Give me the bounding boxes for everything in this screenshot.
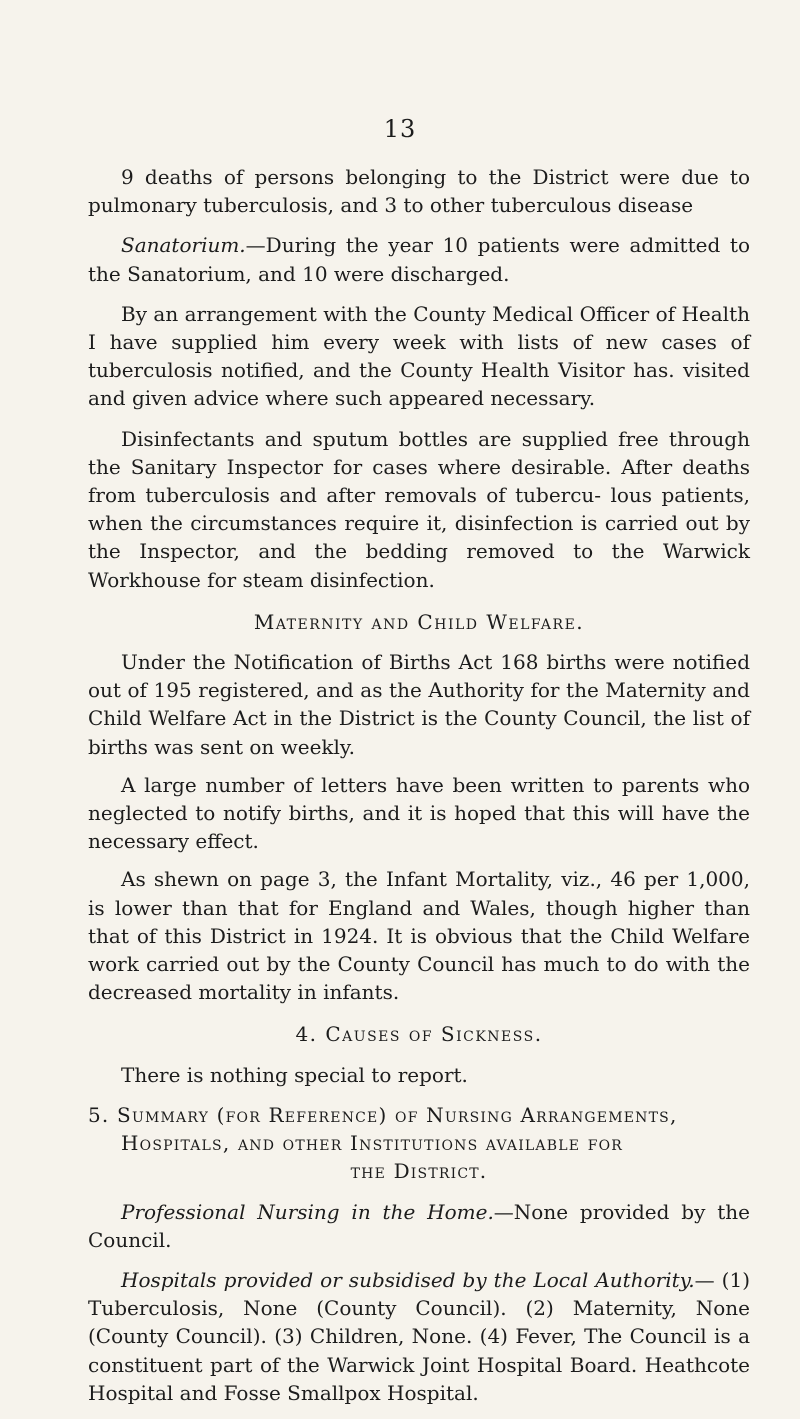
paragraph-sanatorium <box>88 231 750 287</box>
paragraph-infant-mortality: As shewn on page 3, the Infant Mortality, viz., 46 per 1,000, is lower than that for England and Wales, though higher than that of this District in 1924. It is obvious that the Child Welfare work carried out by the County Council has much to do with the decreased mortality in infants. <box>88 867 750 1005</box>
page-number: 13 <box>383 115 417 143</box>
professional-nursing-text: —None provided by the Council. <box>88 1199 750 1252</box>
paragraph-disinfectants: Disinfectants and sputum bottles are supplied free through the Sanitary Inspector for cases where desirable. After deaths from tuberculosis and after removals of tubercu- lous patients, when the circumstances require it, disinfection is carried out by the Inspector, and the bedding removed to the Warwick Workhouse for steam disinfection. <box>88 426 750 592</box>
paragraph-nothing-special: There is nothing special to report. <box>121 1062 468 1087</box>
summary-heading-line-1: 5. Summary (for Reference) of Nursing Arrangements, <box>88 1102 678 1127</box>
hospitals-provided-lead: Hospitals provided or subsidised by the Local Authority. <box>121 1267 695 1292</box>
paragraph-tuberculosis-deaths: 9 deaths of persons belonging to the District were due to pulmonary tuberculosis, and 3 to other tuberculous disease <box>88 165 750 218</box>
professional-nursing-lead: Professional Nursing in the Home. <box>121 1199 494 1224</box>
paragraph-county-arrangement: By an arrangement with the County Medical Officer of Health I have supplied him every week with lists of new cases of tuberculosis notified, and the County Health Visitor has. visited and given advice where such appeared necessary. <box>88 301 750 411</box>
summary-heading-line-3: the District. <box>350 1159 488 1184</box>
paragraph-letters-parents: A large number of letters have been written to parents who neglected to notify births, and it is hoped that this will have the necessary effect. <box>88 772 750 854</box>
summary-heading-line-2: Hospitals, and other Institutions available for <box>121 1131 624 1156</box>
paragraph-hospitals-provided <box>88 1266 750 1407</box>
paragraph-notification-births: Under the Notification of Births Act 168 births were notified out of 195 registered, and as the Authority for the Maternity and Child Welfare Act in the District is the County Council, the list of births was sent on weekly. <box>88 650 750 759</box>
heading-maternity-child-welfare: Maternity and Child Welfare. <box>253 609 585 634</box>
heading-summary-nursing <box>88 1101 750 1186</box>
hospitals-provided-text: — (1) Tuberculosis, None (County Council). (2) Maternity, None (County Council). (3) Children, None. (4) Fever, The Council is a constituent part of the Warwick Joint Hospital Board. Heathcote Hospital and Fosse Smallpox Hospital. <box>88 1267 751 1405</box>
sanatorium-text: —During the year 10 patients were admitted to the Sanatorium, and 10 were discharged. <box>88 233 750 286</box>
document-body <box>88 163 750 1419</box>
paragraph-professional-nursing <box>88 1198 750 1254</box>
sanatorium-lead: Sanatorium. <box>121 233 246 258</box>
heading-causes-of-sickness: 4. Causes of Sickness. <box>295 1022 543 1047</box>
